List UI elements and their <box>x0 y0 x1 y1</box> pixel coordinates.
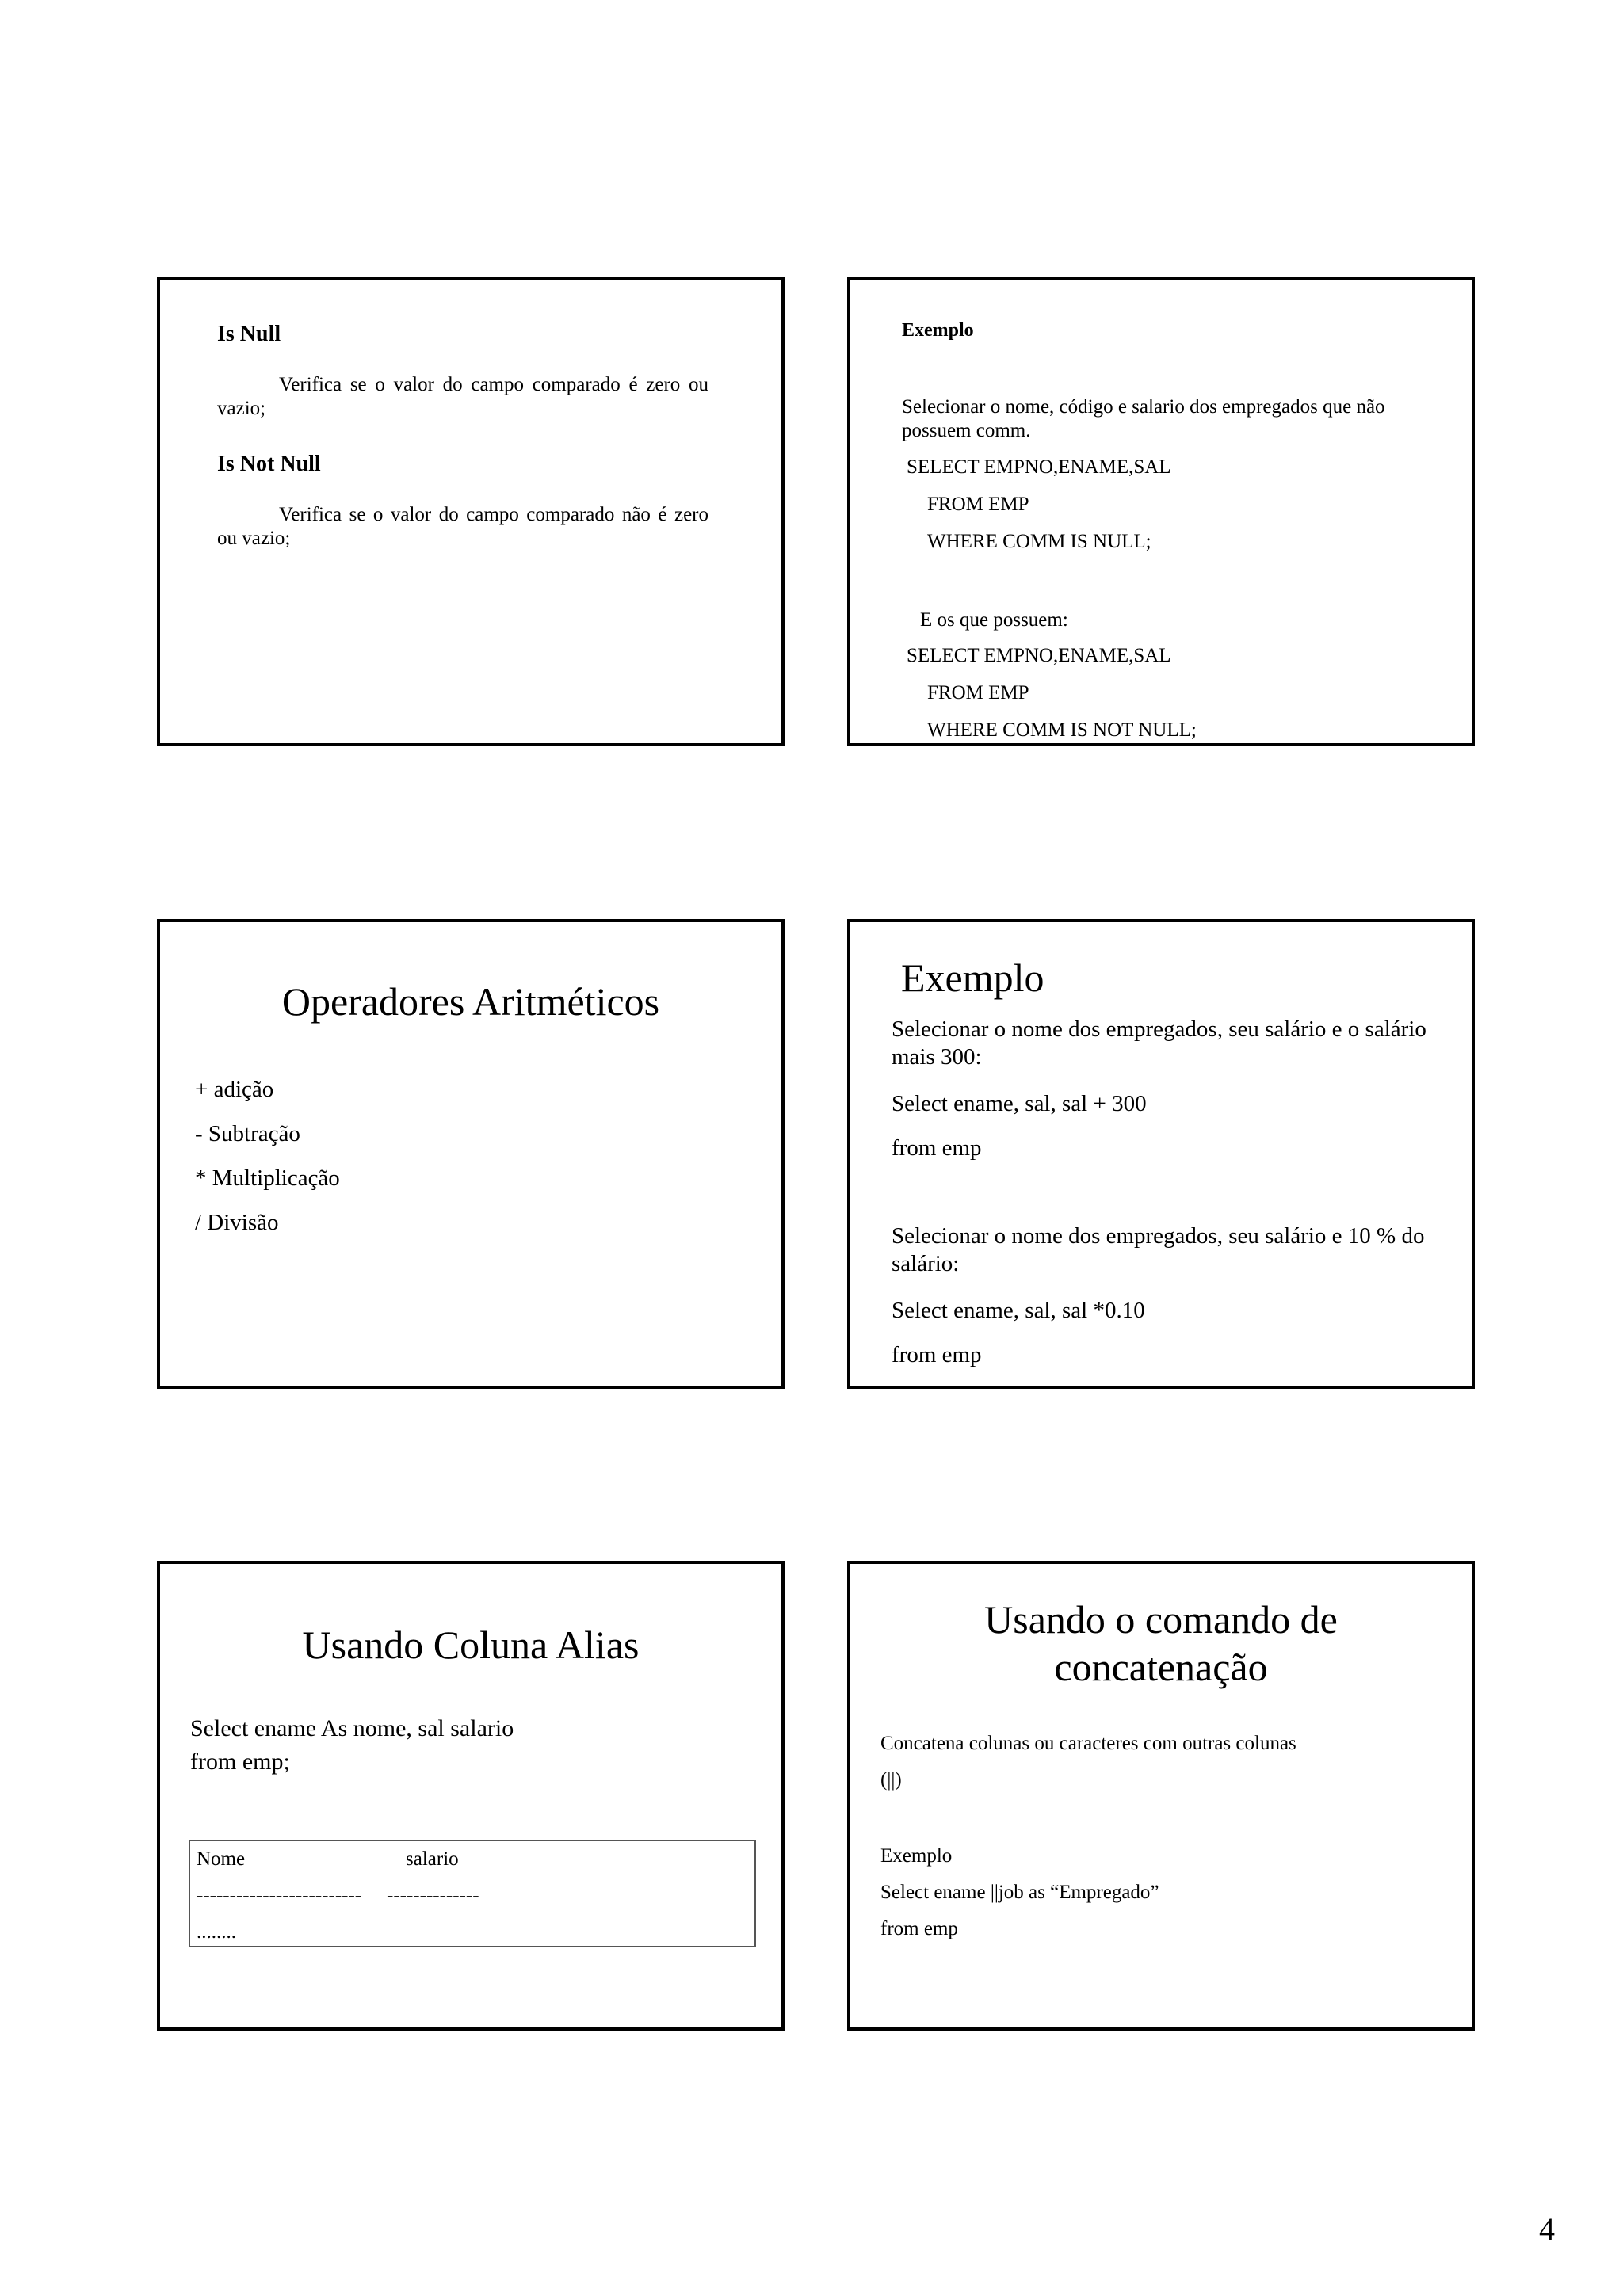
heading-is-not-null: Is Not Null <box>217 452 321 476</box>
separator-col2: -------------- <box>387 1885 479 1906</box>
is-null-description: Verifica se o valor do campo comparado é zero ou vazio; <box>217 374 708 419</box>
query-line: from emp; <box>190 1749 290 1775</box>
is-not-null-description: Verifica se o valor do campo comparado não é zero ou vazio; <box>217 504 708 549</box>
concat-description: Concatena colunas ou caracteres com outras colunas <box>880 1733 1296 1754</box>
intro-2: E os que possuem: <box>920 609 1068 631</box>
operator-item: / Divisão <box>195 1210 279 1235</box>
slide-exemplo-aritmetico <box>847 919 1475 1389</box>
heading-exemplo: Exemplo <box>902 320 974 341</box>
query-line: from emp <box>892 1342 982 1367</box>
query2-line: SELECT EMPNO,ENAME,SAL <box>907 645 1171 666</box>
intro-line-2: possuem comm. <box>902 420 1031 441</box>
query-line: from emp <box>892 1135 982 1161</box>
query-line: Select ename, sal, sal *0.10 <box>892 1298 1145 1323</box>
column-header-nome: Nome <box>197 1848 246 1870</box>
example-text-2: Selecionar o nome dos empregados, seu salário e 10 % do salário: <box>892 1223 1425 1276</box>
query1-line: SELECT EMPNO,ENAME,SAL <box>907 456 1171 478</box>
column-header-salario: salario <box>406 1848 459 1870</box>
slide-title: Operadores Aritméticos <box>281 979 660 1024</box>
query2-line: WHERE COMM IS NOT NULL; <box>927 719 1197 741</box>
slide-title-line-1: Usando o comando de <box>984 1597 1338 1642</box>
example-text-1: Selecionar o nome dos empregados, seu salário e o salário mais 300: <box>892 1016 1426 1070</box>
slide-alias <box>157 1561 785 2031</box>
slide-operadores <box>157 919 785 1389</box>
separator-col1: ------------------------- <box>197 1885 362 1906</box>
query1-line: FROM EMP <box>927 494 1029 515</box>
table-ellipsis: ........ <box>197 1921 236 1943</box>
concat-operator: (||) <box>880 1769 902 1791</box>
slide-title: Exemplo <box>901 955 1044 1000</box>
query-line: Select ename As nome, sal salario <box>190 1715 514 1741</box>
intro-line-1: Selecionar o nome, código e salario dos empregados que não <box>902 396 1385 418</box>
operator-item: + adição <box>195 1077 274 1102</box>
slide-title: Usando Coluna Alias <box>302 1623 640 1667</box>
slide-title-line-2: concatenação <box>1054 1645 1268 1689</box>
slide-concatenacao <box>847 1561 1475 2031</box>
page-number: 4 <box>1539 2211 1555 2247</box>
query1-line: WHERE COMM IS NULL; <box>927 531 1151 552</box>
heading-is-null: Is Null <box>217 322 281 346</box>
operator-item: * Multiplicação <box>195 1165 340 1191</box>
query-line: from emp <box>880 1918 958 1939</box>
query2-line: FROM EMP <box>927 682 1029 704</box>
result-table <box>189 1840 756 1947</box>
operator-item: - Subtração <box>195 1121 300 1146</box>
example-label: Exemplo <box>880 1845 953 1867</box>
query-line: Select ename, sal, sal + 300 <box>892 1091 1147 1116</box>
query-line: Select ename ||job as “Empregado” <box>880 1882 1159 1903</box>
slide-exemplo-null <box>847 277 1475 746</box>
slide-is-null <box>157 277 785 746</box>
